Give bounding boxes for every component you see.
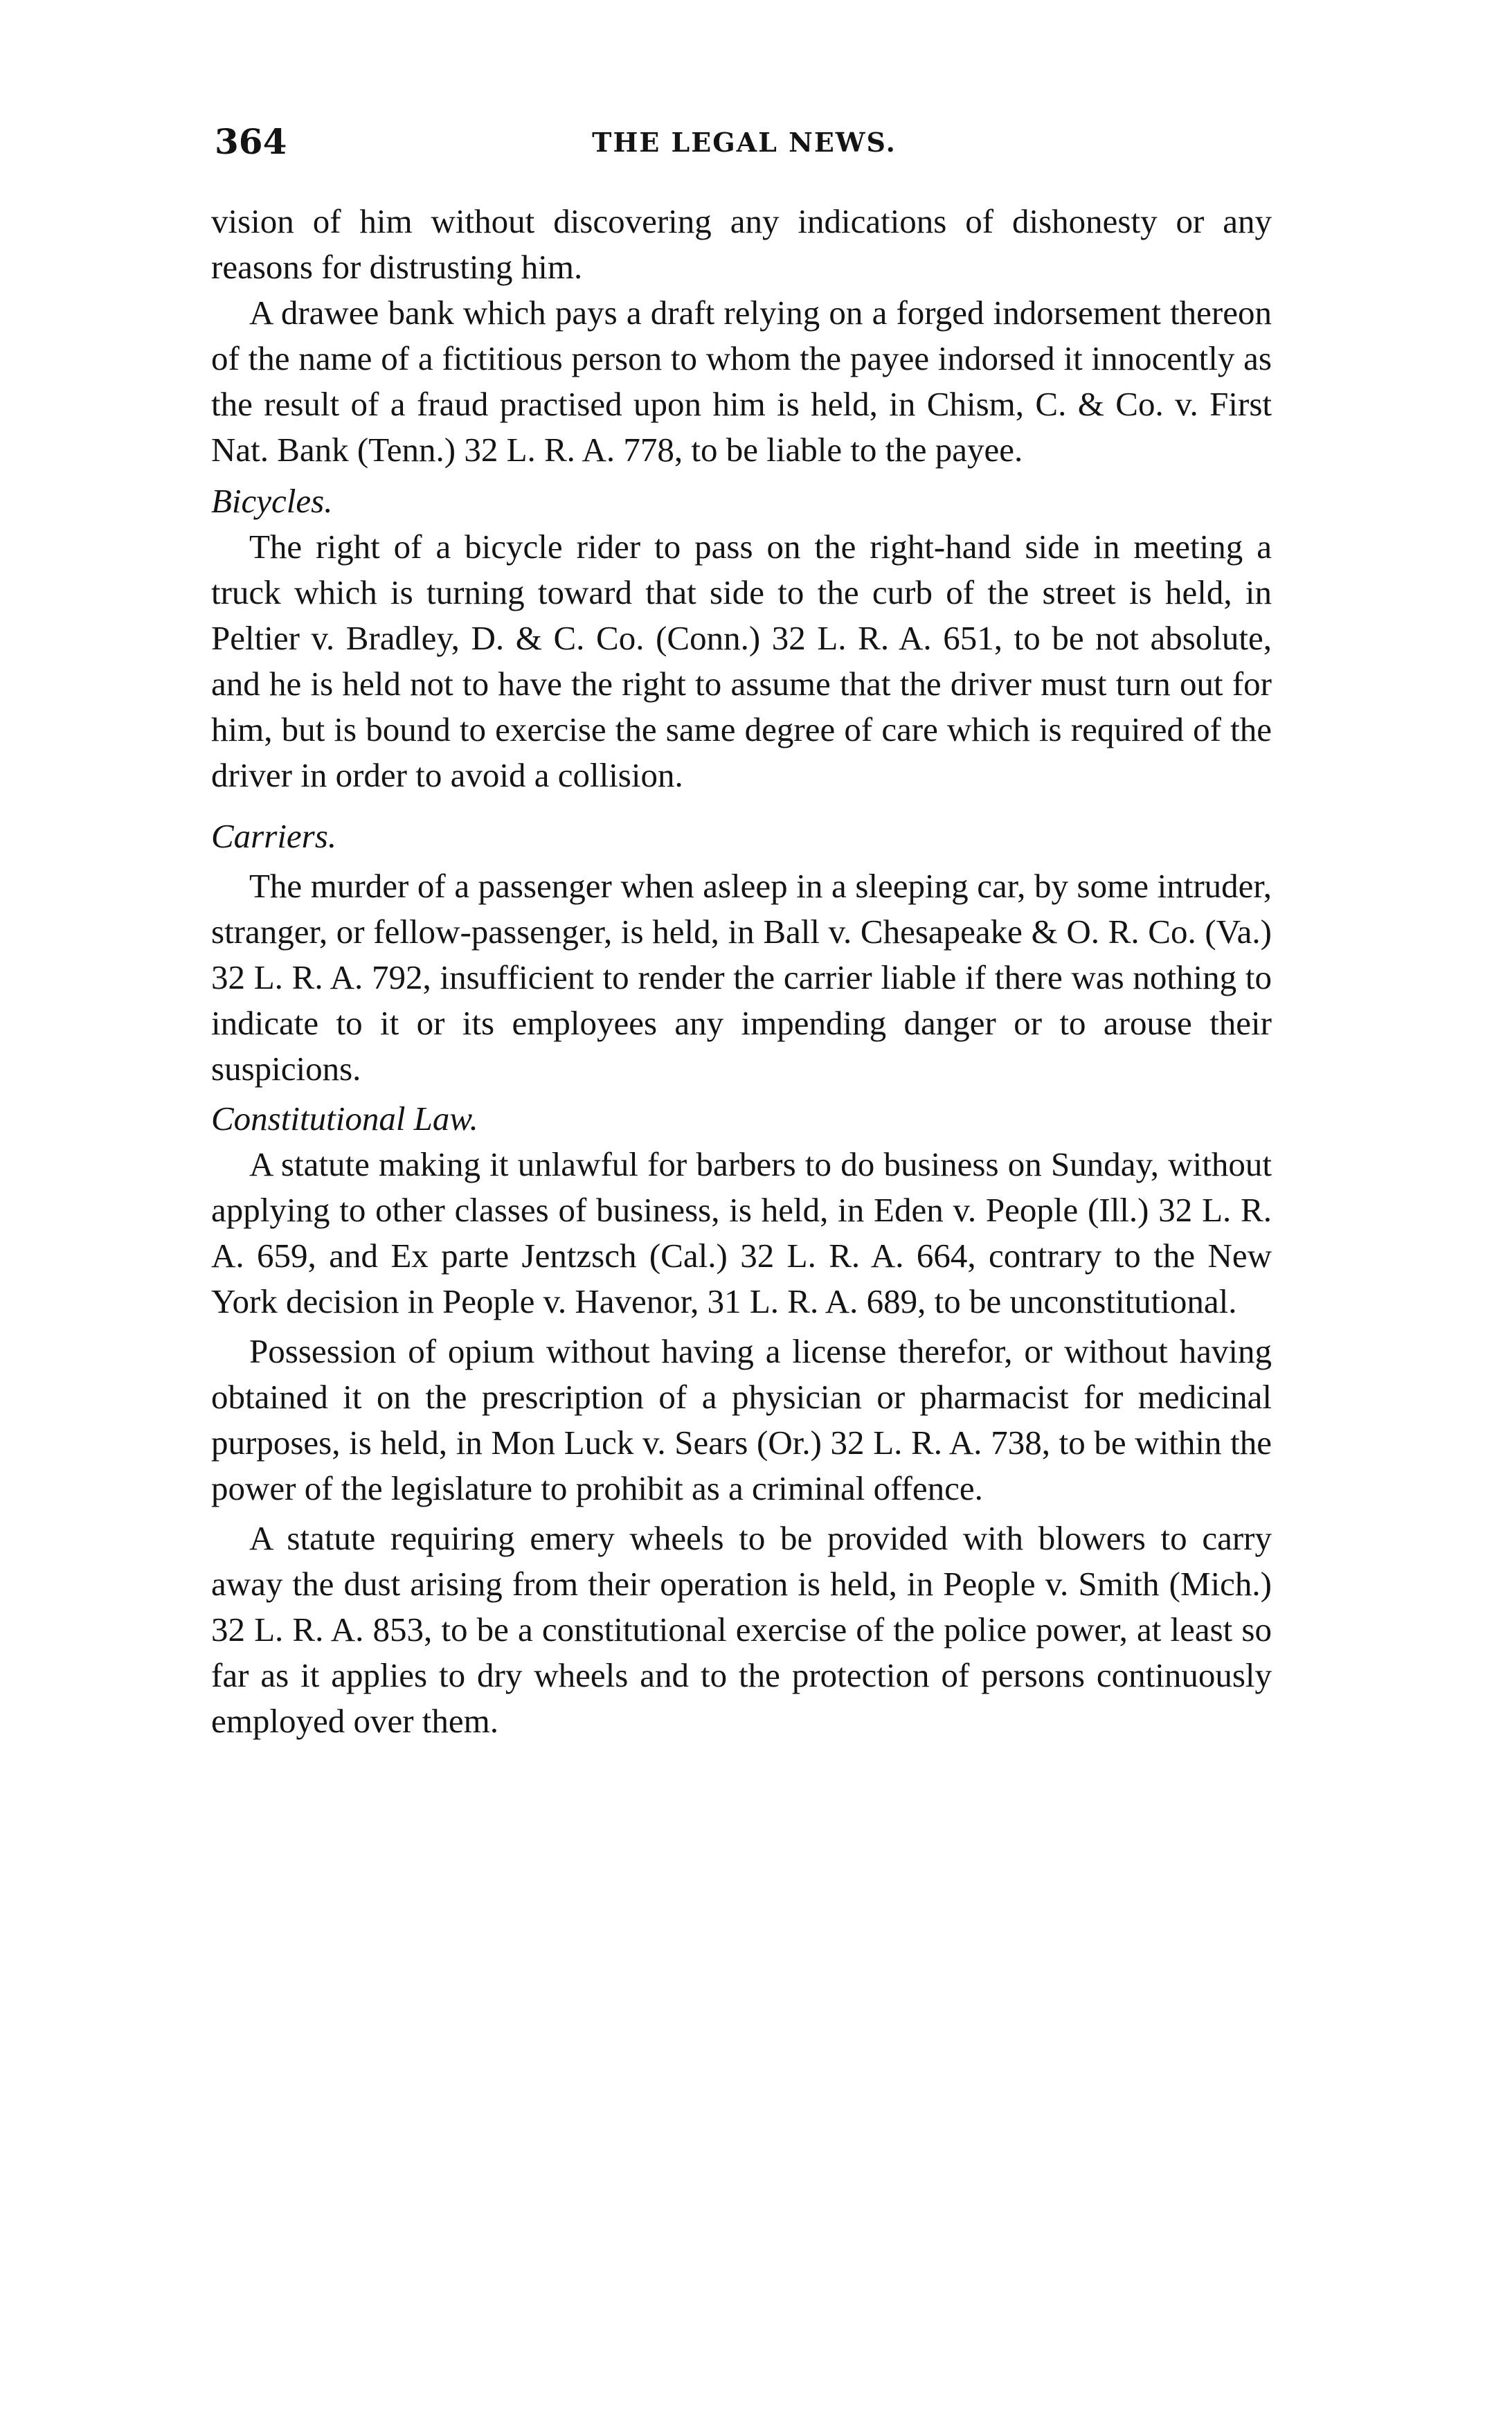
- paragraph-opium-possession: Possession of opium without having a license therefor, or without having obtained it on the prescription of a physician or pharmacist for medicinal purposes, is held, in Mon Luck v. Sears (Or.) 32 L. R. A. 738, to be within the power of the legislature to prohibit as a criminal offence.: [211, 1332, 1272, 1507]
- page-header: [215, 121, 1274, 170]
- paragraph-barbers-statute: A statute making it unlawful for barbers to do business on Sunday, without applying to other classes of business, is held, in Eden v. People (Ill.) 32 L. R. A. 659, and Ex parte Jentzsch (Cal.) 32 L. R. A. 664, contrary to the New York decision in People v. Havenor, 31 L. R. A. 689, to be unconstitutional.: [211, 1145, 1272, 1320]
- section-title-bicycles: Bicycles.: [211, 482, 333, 520]
- paragraph-drawee-bank: A drawee bank which pays a draft relying on a forged indorsement thereon of the name of a fictitious person to whom the payee indorsed it innocently as the result of a fraud practised upon him is held, in Chism, C. & Co. v. First Nat. Bank (Tenn.) 32 L. R. A. 778, to be liable to the payee.: [211, 294, 1272, 469]
- page-number: 364: [215, 121, 287, 162]
- paragraph-continuation: vision of him without discovering any indications of dishonesty or any reasons for distrusting him.: [211, 202, 1272, 286]
- article-body: [211, 199, 1272, 1744]
- paragraph-passenger-murder: The murder of a passenger when asleep in a sleeping car, by some intruder, stranger, or fellow-passenger, is held, in Ball v. Chesapeake & O. R. Co. (Va.) 32 L. R. A. 792, insufficient to render the carrier liable if there was nothing to indicate to it or its employees any impending danger or to arouse their suspicions.: [211, 867, 1272, 1088]
- section-title-carriers: Carriers.: [211, 817, 337, 855]
- section-title-constitutional-law: Constitutional Law.: [211, 1099, 478, 1138]
- paragraph-bicycle-rider: The right of a bicycle rider to pass on the right-hand side in meeting a truck which is turning toward that side to the curb of the street is held, in Peltier v. Bradley, D. & C. Co. (Conn.) 32 L. R. A. 651, to be not absolute, and he is held not to have the right to assume that the driver must turn out for him, but is bound to exercise the same degree of care which is required of the driver in order to avoid a collision.: [211, 528, 1272, 794]
- paragraph-emery-wheels: A statute requiring emery wheels to be provided with blowers to carry away the dust arising from their operation is held, in People v. Smith (Mich.) 32 L. R. A. 853, to be a constitutional exercise of the police power, at least so far as it applies to dry wheels and to the protection of persons continuously employed over them.: [211, 1519, 1272, 1740]
- running-title: THE LEGAL NEWS.: [592, 127, 897, 158]
